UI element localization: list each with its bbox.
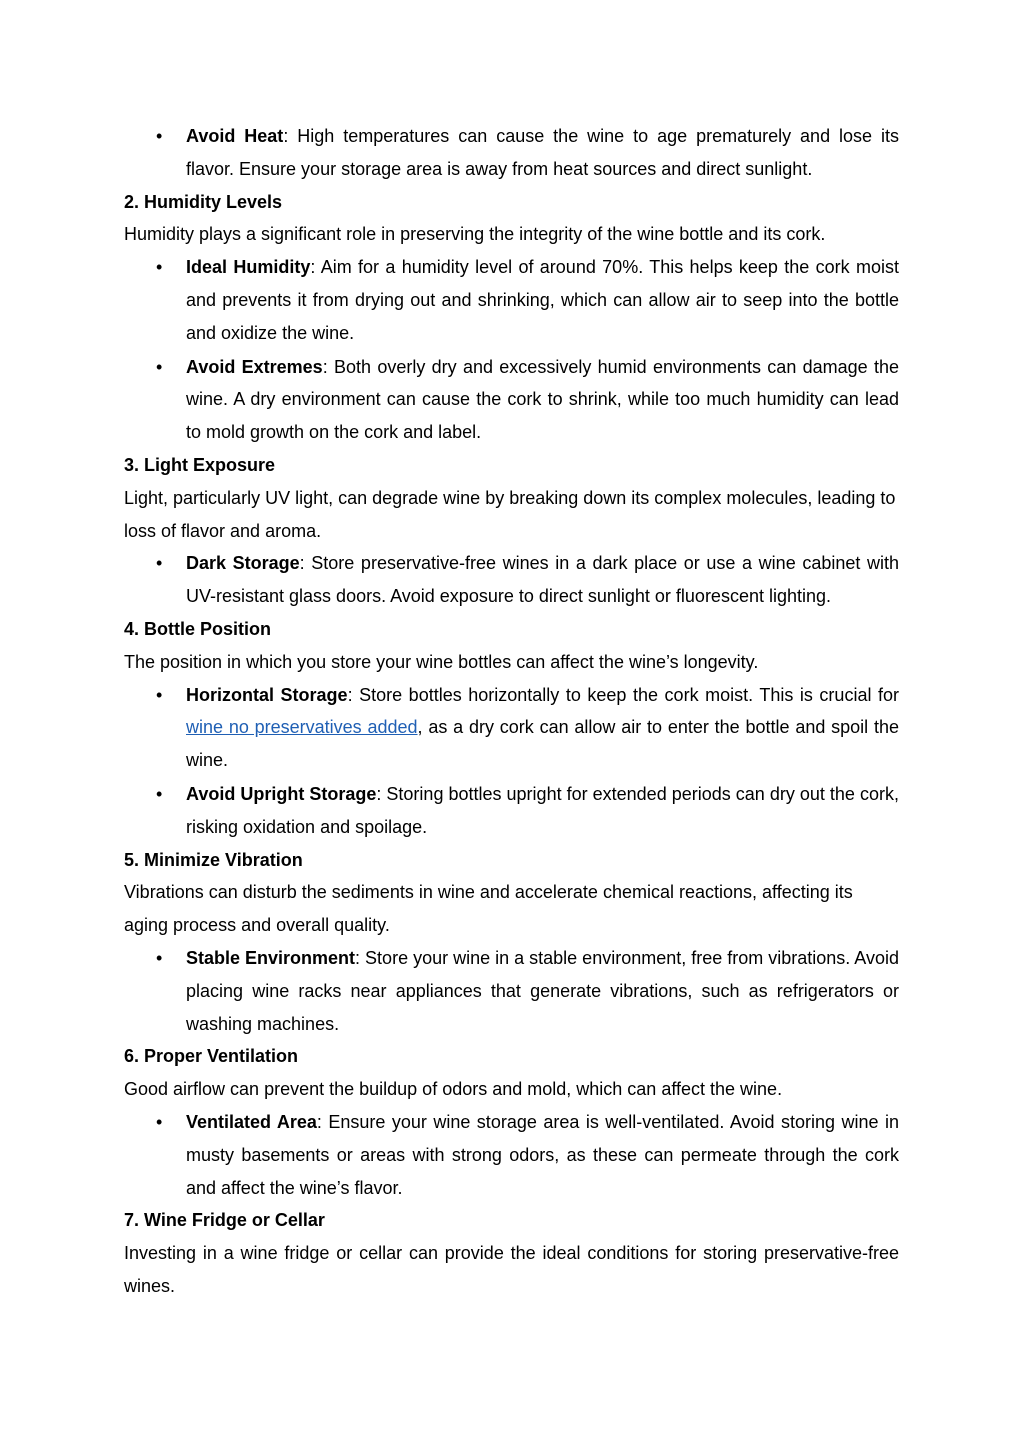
section-paragraph: Humidity plays a significant role in preserving the integrity of the wine bottle and its cork. [124,224,826,245]
bullet-term: Stable Environment [186,947,356,968]
bullet-text: : Aim for a humidity level of around 70%. This helps keep the cork moist and prevents it from drying out and shrinking, which can allow air to seep into the bottle and oxidize the wine. [186,257,899,343]
bullet-list [124,942,899,1040]
bullet-term: Ventilated Area [186,1111,317,1132]
bullet-text: , as a dry cork can allow air to enter the bottle and spoil the wine. [186,717,900,771]
section-heading: 5. Minimize Vibration [124,849,303,870]
bullet-icon: • [156,783,163,804]
bullet-term: Avoid Upright Storage [186,783,377,804]
bullet-term: Avoid Extremes [186,356,323,377]
list-item [124,351,899,449]
section-heading: 3. Light Exposure [124,454,276,475]
section-heading: 4. Bottle Position [124,618,272,639]
bullet-text: : Both overly dry and excessively humid environments can damage the wine. A dry environment can cause the cork to shrink, while too much humidity can lead to mold growth on the cork and label. [186,356,900,443]
section-heading: 6. Proper Ventilation [124,1046,299,1067]
document-body [124,120,899,1303]
bullet-icon: • [156,356,163,377]
bullet-icon: • [156,947,163,968]
list-item [124,942,899,1040]
bullet-list [124,251,899,449]
bullet-text: : Ensure your wine storage area is well-ventilated. Avoid storing wine in musty basements or areas with strong odors, as these can permeate through the cork and affect the wine’s flavor. [186,1111,899,1198]
section-paragraph: Light, particularly UV light, can degrade wine by breaking down its complex molecules, leading to loss of flavor and aroma. [124,487,896,541]
bullet-icon: • [156,257,163,278]
list-item [124,1106,899,1204]
list-item [124,251,899,349]
section-paragraph: Vibrations can disturb the sediments in wine and accelerate chemical reactions, affecting its aging process and overall quality. [124,882,853,936]
bullet-list [124,1106,899,1204]
section-heading: 2. Humidity Levels [124,191,283,212]
bullet-text: : Store preservative-free wines in a dark place or use a wine cabinet with UV-resistant glass doors. Avoid exposure to direct sunlight or fluorescent lighting. [186,553,899,607]
section-paragraph: Good airflow can prevent the buildup of odors and mold, which can affect the wine. [124,1079,783,1100]
list-item [124,120,899,186]
bullet-term: Dark Storage [186,553,300,574]
bullet-text: : Storing bottles upright for extended periods can dry out the cork, risking oxidation and spoilage. [186,783,899,837]
bullet-list [124,547,899,613]
section-heading: 7. Wine Fridge or Cellar [124,1210,325,1231]
list-item [124,778,899,844]
bullet-icon: • [156,126,163,146]
bullet-text: : Store bottles horizontally to keep the cork moist. This is crucial for [347,684,900,705]
list-item [124,547,899,613]
bullet-list [124,679,899,844]
section-paragraph: The position in which you store your wine bottles can affect the wine’s longevity. [124,651,759,672]
bullet-icon: • [156,1111,163,1132]
wine-no-preservatives-link[interactable]: wine no preservatives added [186,717,418,738]
bullet-term: Avoid Heat [186,126,284,146]
bullet-icon: • [156,684,163,705]
bullet-text: : High temperatures can cause the wine to age prematurely and lose its flavor. Ensure your storage area is away from heat sources and direct sunlight. [186,126,900,179]
bullet-list [124,120,899,186]
bullet-text: : Store your wine in a stable environment, free from vibrations. Avoid placing wine racks near appliances that generate vibrations, such as refrigerators or washing machines. [186,947,900,1034]
list-item [124,679,899,777]
section-paragraph: Investing in a wine fridge or cellar can provide the ideal conditions for storing preservative-free wines. [124,1243,899,1296]
bullet-term: Ideal Humidity [186,257,311,278]
bullet-icon: • [156,553,163,574]
bullet-term: Horizontal Storage [186,684,348,705]
